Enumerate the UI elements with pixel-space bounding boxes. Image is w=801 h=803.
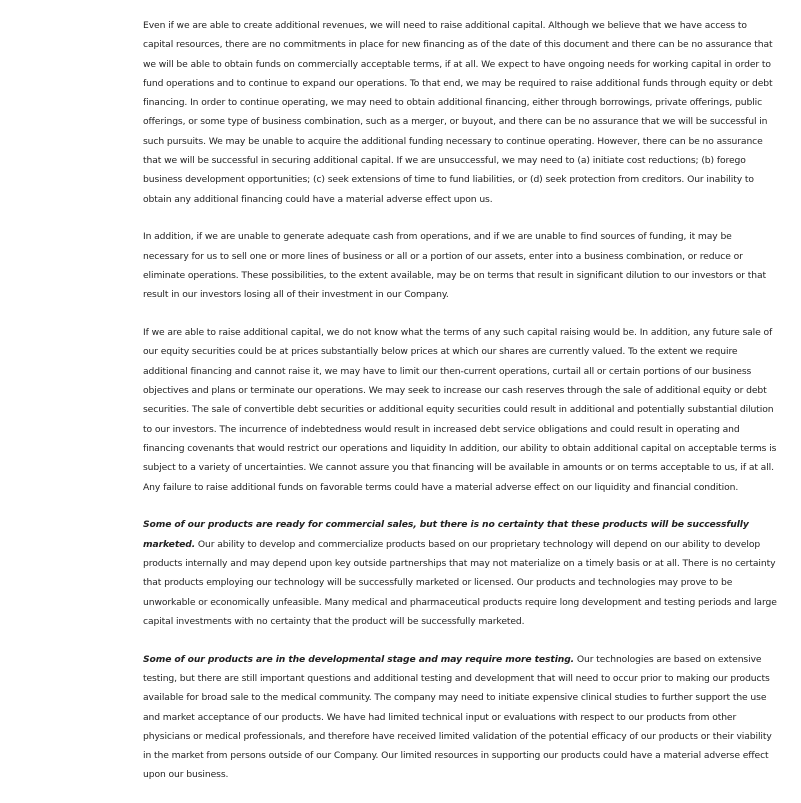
paragraph-text: Our ability to develop and commercialize products based on our proprietary technology will depend on our ability to develop products internally and may depend upon key outside partnerships that may not materialize on a timely basis or at all. There is no certainty that products employing our technology will be successfully marketed or licensed. Our products and technologies may prove to be unworkable or economically unfeasible. Many medical and pharmaceutical products require long development and testing periods and large capital investments with no certainty that the product will be successfully marketed. <box>143 538 777 627</box>
paragraph-commercial-sales-risk <box>143 515 779 631</box>
paragraph-text: Our technologies are based on extensive testing, but there are still important questions and additional testing and development that will need to occur prior to making our products available for broad sale to the medical community. The company may need to initiate expensive clinical studies to further support the use and market acceptance of our products. We have had limited technical input or evaluations with respect to our products from other physicians or medical professionals, and therefore have received limited validation of the potential efficacy of our products or their viability in the market from persons outside of our Company. Our limited resources in supporting our products could have a material adverse effect upon our business. <box>143 653 772 781</box>
paragraph-funding-alternatives <box>143 227 779 304</box>
risk-heading: Some of our products are ready for commercial sales, but there is no certainty that these products will be successfully marketed. <box>143 519 749 550</box>
paragraph-development-stage-risk <box>143 650 779 785</box>
paragraph-text: If we are able to raise additional capital, we do not know what the terms of any such capital raising would be. In addition, any future sale of our equity securities could be at prices substantially below prices at which our shares are currently valued. To the extent we require additional financing and cannot raise it, we may have to limit our then-current operations, curtail all or certain portions of our business objectives and plans or terminate our operations. We may seek to increase our cash reserves through the sale of additional equity or debt securities. The sale of convertible debt securities or additional equity securities could result in additional and potentially substantial dilution to our investors. The incurrence of indebtedness would result in increased debt service obligations and could result in operating and financing covenants that would restrict our operations and liquidity In addition, our ability to obtain additional capital on acceptable terms is subject to a variety of uncertainties. We cannot assure you that financing will be available in amounts or on terms acceptable to us, if at all. Any failure to raise additional funds on favorable terms could have a material adverse effect on our liquidity and financial condition. <box>143 327 777 493</box>
paragraph-capital-raising-terms <box>143 323 779 497</box>
paragraph-capital-needs <box>143 16 779 209</box>
risk-heading: Some of our products are in the developmental stage and may require more testing. <box>143 653 575 665</box>
paragraph-text: In addition, if we are unable to generate adequate cash from operations, and if we are unable to find sources of funding, it may be necessary for us to sell one or more lines of business or all or a portion of our assets, enter into a business combination, or reduce or eliminate operations. These possibilities, to the extent available, may be on terms that result in significant dilution to our investors or that result in our investors losing all of their investment in our Company. <box>143 231 767 301</box>
paragraph-text: Even if we are able to create additional revenues, we will need to raise additional capital. Although we believe that we have access to capital resources, there are no commitments in place for new financing as of the date of this document and there can be no assurance that we will be able to obtain funds on commercially acceptable terms, if at all. We expect to have ongoing needs for working capital in order to fund operations and to continue to expand our operations. To that end, we may be required to raise additional funds through equity or debt financing. In order to continue operating, we may need to obtain additional financing, either through borrowings, private offerings, public offerings, or some type of business combination, such as a merger, or buyout, and there can be no assurance that we will be successful in such pursuits. We may be unable to acquire the additional funding necessary to continue operating. However, there can be no assurance that we will be successful in securing additional capital. If we are unsuccessful, we may need to (a) initiate cost reductions; (b) forego business development opportunities; (c) seek extensions of time to fund liabilities, or (d) seek protection from creditors. Our inability to obtain any additional financing could have a material adverse effect upon us. <box>143 20 773 205</box>
document-body <box>143 16 779 803</box>
